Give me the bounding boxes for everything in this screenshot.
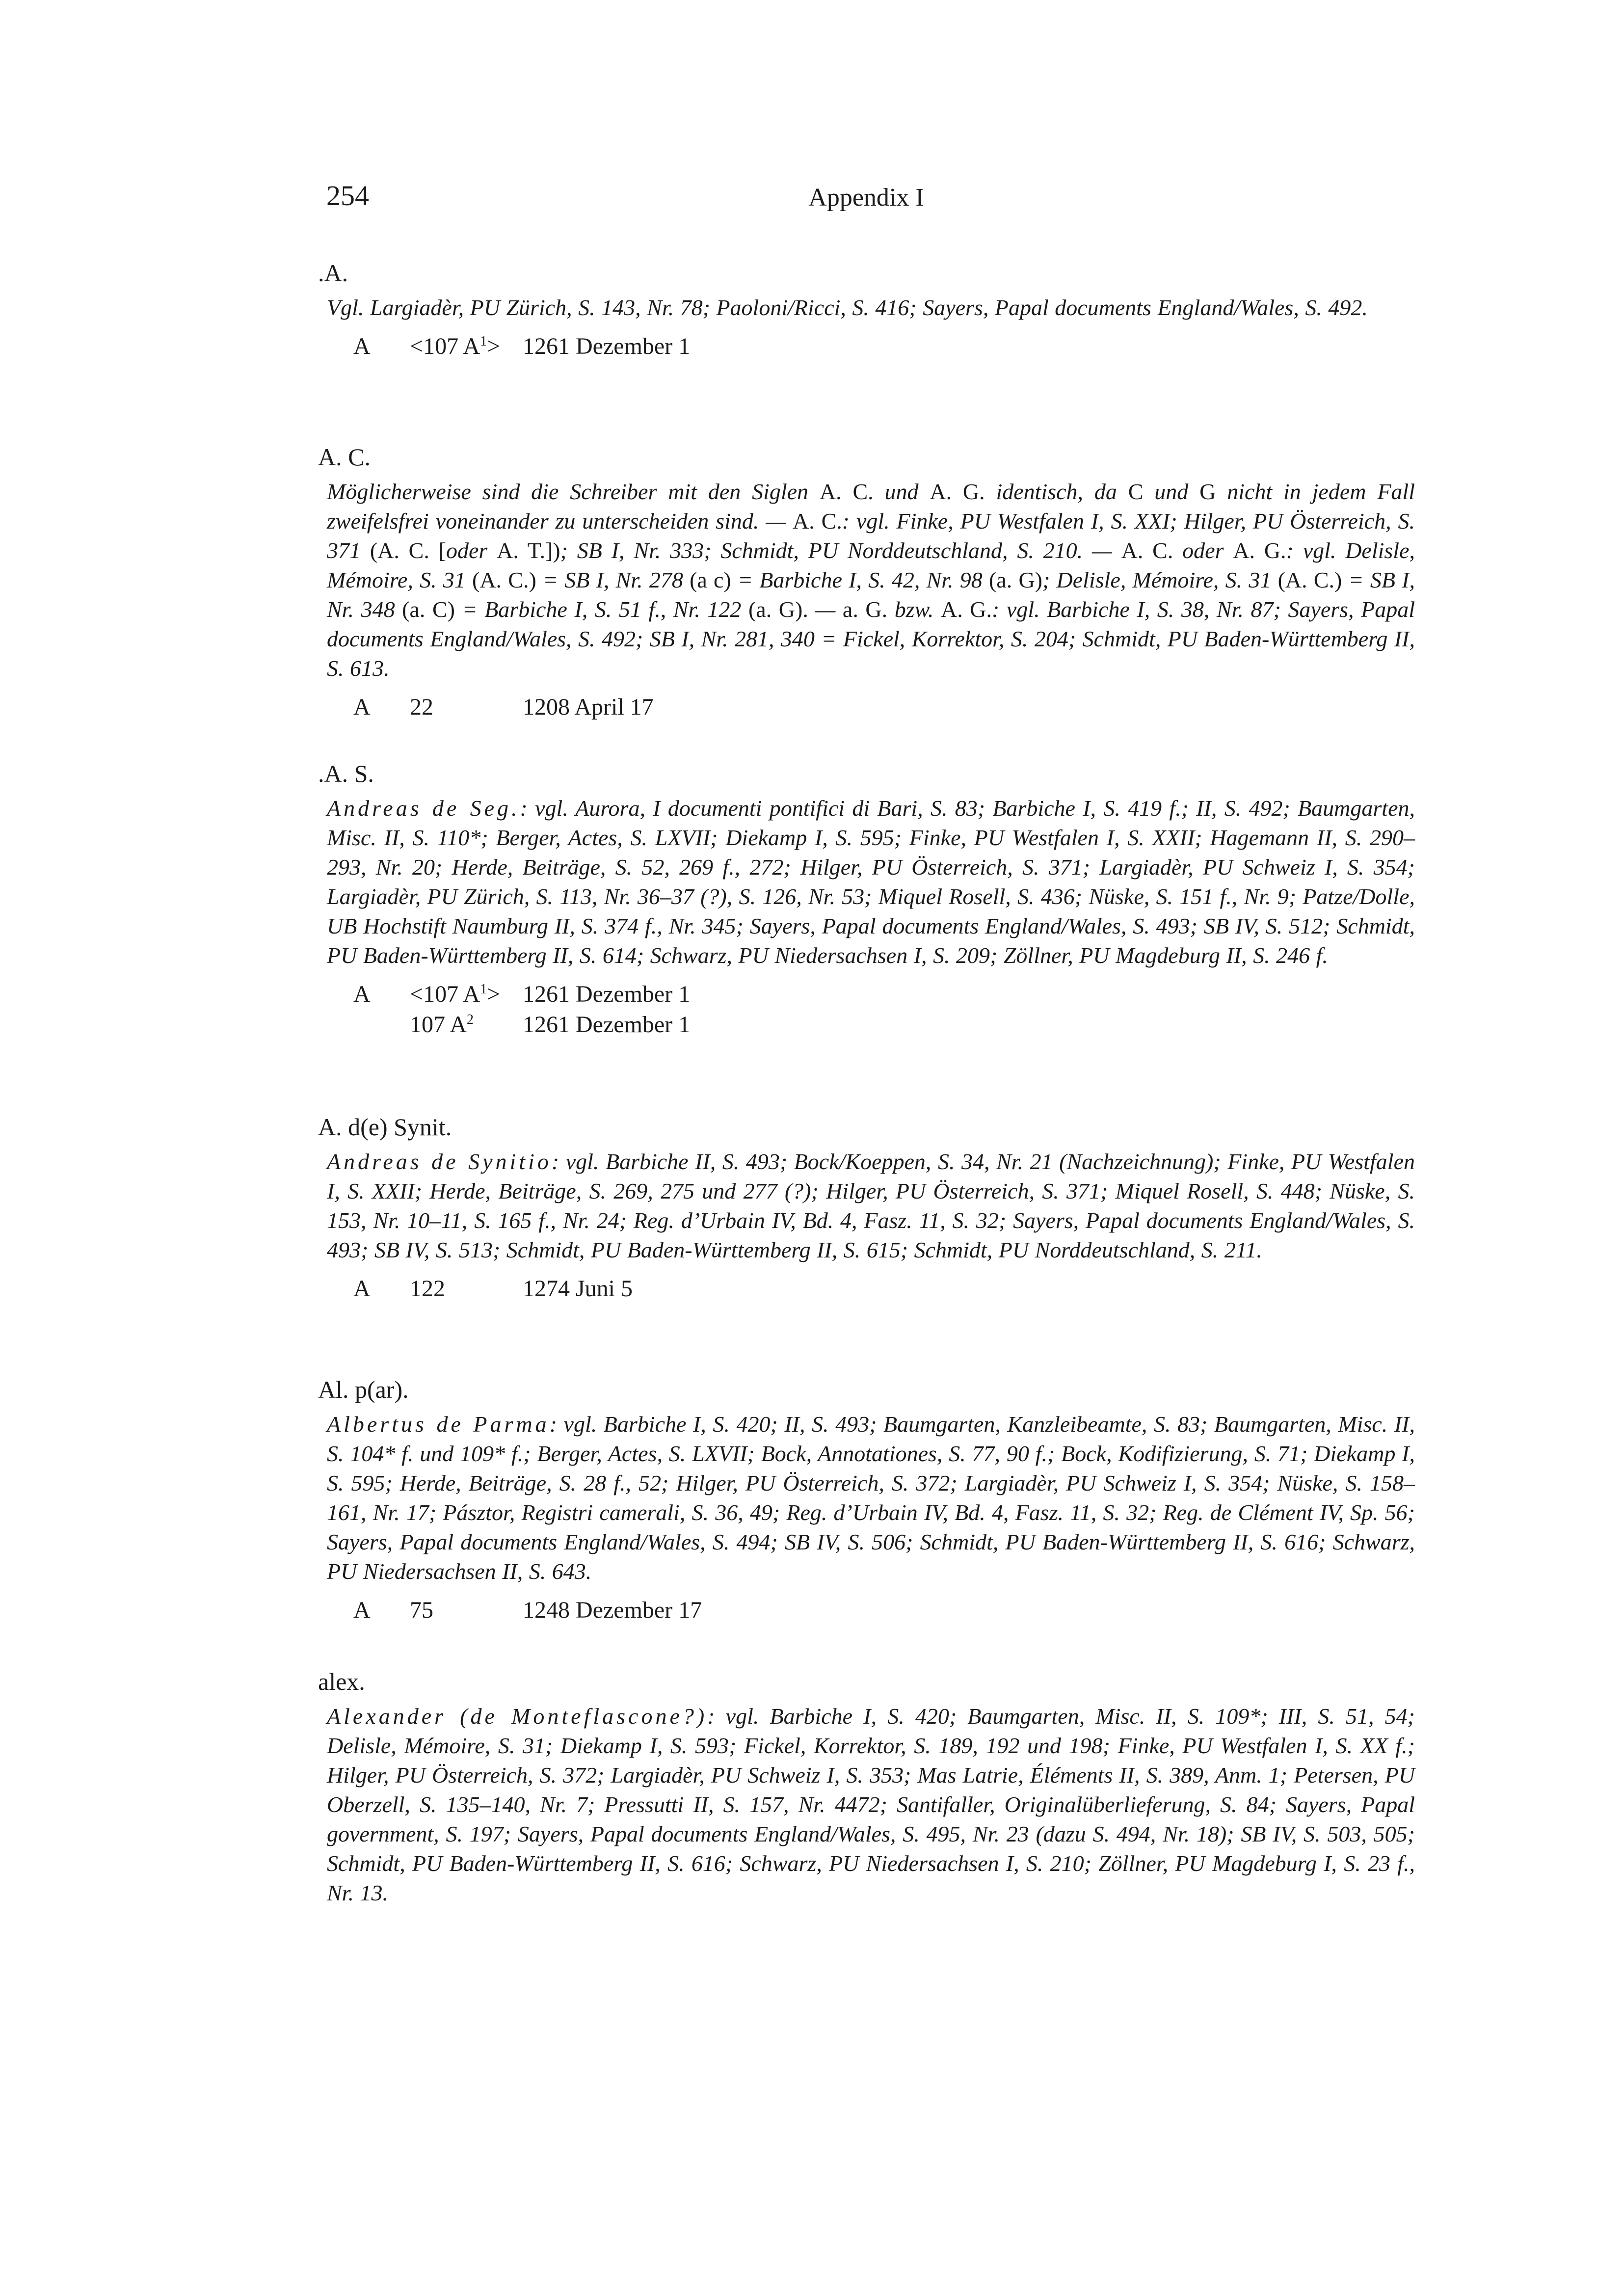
entry-siglum: A. C. (318, 443, 371, 471)
reference-date: 1274 Juni 5 (523, 1276, 633, 1302)
reference-mark: A (353, 694, 371, 720)
entry-text: Albertus de Parma: vgl. Barbiche I, S. 420; II, S. 493; Baumgarten, Kanzleibeamte, S. 83; Baumgarten, Misc. II, S. 104* f. und 109* f.; Berger, Actes, S. LXVII; Bock, Annotationes, S. 77, 90 f.; Bock, Kodifizierung, S. 71; Diekamp I, S. 595; Herde, Beiträge, S. 28 f., 52; Hilger, PU Österreich, S. 372; Largiadèr, PU Schweiz I, S. 354; Nüske, S. 158–161, Nr. 17; Pásztor, Registri camerali, S. 36, 49; Reg. d’Urbain IV, Bd. 4, Fasz. 11, S. 32; Reg. de Clément IV, Sp. 56; Sayers, Papal documents England/Wales, S. 494; SB IV, S. 506; Schmidt, PU Baden-Württemberg II, S. 616; Schwarz, PU Niedersachsen II, S. 643. (327, 1412, 1415, 1584)
person-name: Andreas de Seg. (327, 796, 520, 821)
reference-row (353, 692, 654, 722)
reference-row (353, 331, 690, 362)
reference-row (353, 1010, 690, 1040)
reference-table (353, 1595, 702, 1626)
entry-al-par (318, 1374, 1415, 1626)
reference-table (353, 692, 654, 722)
reference-table (353, 979, 690, 1040)
reference-row (353, 1274, 633, 1304)
reference-number: 75 (410, 1597, 433, 1623)
entry-siglum: A. d(e) Synit. (318, 1113, 452, 1141)
reference-date: 1261 Dezember 1 (523, 981, 691, 1007)
entry-alex (318, 1666, 1415, 1908)
reference-mark: A (353, 981, 371, 1007)
entry-a-c (318, 442, 1415, 722)
reference-mark: A (353, 333, 371, 359)
person-name: Albertus de Parma (327, 1412, 550, 1437)
person-name: Alexander (de Monteflascone?) (327, 1704, 708, 1729)
reference-row (353, 979, 690, 1010)
person-name: Andreas de Synitio (327, 1149, 552, 1174)
running-title: Appendix I (808, 184, 924, 212)
reference-number: <107 $A^1>$ (410, 981, 501, 1007)
reference-mark: A (353, 1276, 371, 1302)
reference-number: 107 $A^2$ (410, 1012, 474, 1038)
reference-table (353, 331, 690, 362)
reference-number: <107 $A^1>$ (410, 333, 501, 359)
entry-a (318, 258, 1415, 362)
reference-number: 22 (410, 694, 433, 720)
entry-a-s (318, 758, 1415, 1040)
entry-text: Möglicherweise sind die Schreiber mit den Siglen A. C. und A. G. identisch, da C und G nicht in jedem Fall zweifelsfrei voneinander zu unterscheiden sind. — A. C.: vgl. Finke, PU Westfalen I, S. XXI; Hilger, PU Österreich, S. 371 (A. C. [oder A. T.]); SB I, Nr. 333; Schmidt, PU Norddeutschland, S. 210. — A. C. oder A. G.: vgl. Delisle, Mémoire, S. 31 (A. C.) = SB I, Nr. 278 (a c) = Barbiche I, S. 42, Nr. 98 (a. G); Delisle, Mémoire, S. 31 (A. C.) = SB I, Nr. 348 (a. C) = Barbiche I, S. 51 f., Nr. 122 (a. G). — a. G. bzw. A. G.: vgl. Barbiche I, S. 38, Nr. 87; Sayers, Papal documents England/Wales, S. 492; SB I, Nr. 281, 340 = Fickel, Korrektor, S. 204; Schmidt, PU Baden-Württemberg II, S. 613. (327, 479, 1415, 681)
reference-number: 122 (410, 1276, 445, 1302)
reference-date: 1208 April 17 (523, 694, 654, 720)
entry-a-de-synit (318, 1112, 1415, 1304)
reference-row (353, 1595, 702, 1626)
entry-siglum: alex. (318, 1668, 365, 1695)
entry-siglum: Al. p(ar). (318, 1376, 409, 1403)
entry-text: Andreas de Synitio: vgl. Barbiche II, S. 493; Bock/Koeppen, S. 34, Nr. 21 (Nachzeichnung); Finke, PU Westfalen I, S. XXII; Herde, Beiträge, S. 269, 275 und 277 (?); Hilger, PU Österreich, S. 371; Miquel Rosell, S. 448; Nüske, S. 153, Nr. 10–11, S. 165 f., Nr. 24; Reg. d’Urbain IV, Bd. 4, Fasz. 11, S. 32; Sayers, Papal documents England/Wales, S. 493; SB IV, S. 513; Schmidt, PU Baden-Württemberg II, S. 615; Schmidt, PU Norddeutschland, S. 211. (327, 1149, 1415, 1262)
entry-text: Vgl. Largiadèr, PU Zürich, S. 143, Nr. 78; Paoloni/Ricci, S. 416; Sayers, Papal documents England/Wales, S. 492. (327, 295, 1368, 320)
entry-text: Andreas de Seg.: vgl. Aurora, I documenti pontifici di Bari, S. 83; Barbiche I, S. 419 f.; II, S. 492; Baumgarten, Misc. II, S. 110*; Berger, Actes, S. LXVII; Diekamp I, S. 595; Finke, PU Westfalen I, S. XXII; Hagemann II, S. 290–293, Nr. 20; Herde, Beiträge, S. 52, 269 f., 272; Hilger, PU Österreich, S. 371; Largiadèr, PU Schweiz I, S. 354; Largiadèr, PU Zürich, S. 113, Nr. 36–37 (?), S. 126, Nr. 53; Miquel Rosell, S. 436; Nüske, S. 151 f., Nr. 9; Patze/Dolle, UB Hochstift Naumburg II, S. 374 f., Nr. 345; Sayers, Papal documents England/Wales, S. 493; SB IV, S. 512; Schmidt, PU Baden-Württemberg II, S. 614; Schwarz, PU Niedersachsen I, S. 209; Zöllner, PU Magdeburg II, S. 246 f. (327, 796, 1415, 968)
reference-table (353, 1274, 633, 1304)
entry-text: Alexander (de Monteflascone?): vgl. Barbiche I, S. 420; Baumgarten, Misc. II, S. 109*; III, S. 51, 54; Delisle, Mémoire, S. 31; Diekamp I, S. 593; Fickel, Korrektor, S. 189, 192 und 198; Finke, PU Westfalen I, S. XX f.; Hilger, PU Österreich, S. 372; Largiadèr, PU Schweiz I, S. 353; Mas Latrie, Éléments II, S. 389, Anm. 1; Petersen, PU Oberzell, S. 135–140, Nr. 7; Pressutti II, S. 157, Nr. 4472; Santifaller, Originalüberlieferung, S. 84; Sayers, Papal government, S. 197; Sayers, Papal documents England/Wales, S. 495, Nr. 23 (dazu S. 494, Nr. 18); SB IV, S. 503, 505; Schmidt, PU Baden-Württemberg II, S. 616; Schwarz, PU Niedersachsen I, S. 210; Zöllner, PU Magdeburg I, S. 23 f., Nr. 13. (327, 1704, 1415, 1905)
entry-siglum: .A. S. (318, 760, 374, 787)
reference-date: 1261 Dezember 1 (523, 333, 691, 359)
reference-date: 1261 Dezember 1 (523, 1012, 691, 1038)
page-header (326, 179, 1406, 218)
page-number: 254 (326, 180, 369, 212)
reference-mark: A (353, 1597, 371, 1623)
reference-date: 1248 Dezember 17 (523, 1597, 702, 1623)
reference-mark (353, 1010, 410, 1040)
entry-siglum: .A. (318, 259, 348, 287)
